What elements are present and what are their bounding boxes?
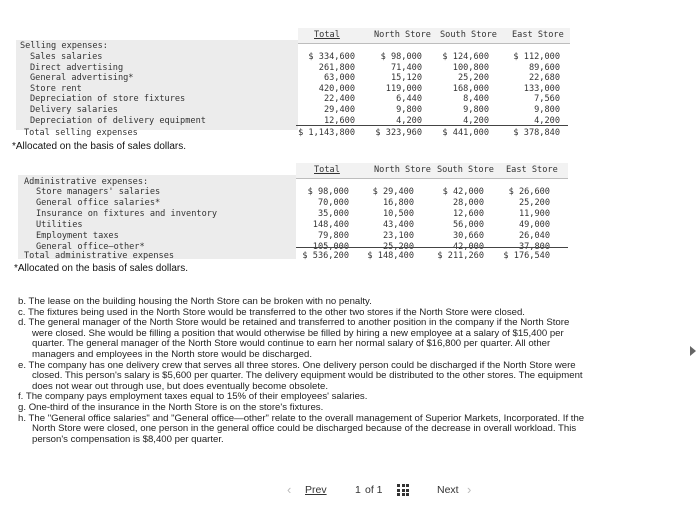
page-grid-icon[interactable] [397, 484, 409, 496]
admin-row-label: Employment taxes [36, 231, 119, 241]
note-text: were closed. She would be filling a position that would otherwise be filled by hiring a new employee at a salary of $15,400 per [32, 327, 564, 339]
note-letter: h. [18, 412, 27, 424]
admin-footnote: *Allocated on the basis of sales dollars. [14, 263, 188, 274]
note-text: managers and employees in the North store would be discharged. [32, 348, 312, 360]
admin-cell-east: 49,000 [518, 220, 550, 230]
selling-cell-south: 25,200 [457, 73, 489, 84]
admin-total-line [296, 247, 568, 248]
admin-cell-total: 35,000 [317, 209, 349, 219]
selling-cell-north: 119,000 [385, 83, 422, 94]
selling-col-east: East Store [512, 30, 564, 40]
note-letter: d. [18, 317, 27, 329]
note-line [18, 435, 694, 446]
selling-cell-south: 100,800 [452, 62, 489, 73]
prev-arrow-icon: ‹ [287, 482, 292, 497]
selling-footnote: *Allocated on the basis of sales dollars. [12, 141, 186, 152]
pagination [281, 480, 491, 502]
note-text: The fixtures being used in the North Store would be transferred to the other two stores if the North Store were closed. [27, 306, 525, 318]
note-text: The company has one delivery crew that serves all three stores. One delivery person could be discharged if the North Store were [28, 359, 576, 371]
selling-col-north: North Store [374, 30, 431, 40]
selling-row-label: Sales salaries [30, 52, 103, 62]
selling-cell-south: 8,400 [463, 94, 489, 105]
selling-cell-south: 9,800 [463, 105, 489, 115]
admin-cell-east: $ 26,600 [508, 187, 550, 197]
admin-col-total: Total [314, 165, 340, 175]
selling-cell-south: 4,200 [463, 115, 489, 126]
note-text: does not wear out through use, but does eventually become obsolete. [32, 380, 329, 392]
selling-row-label: Delivery salaries [30, 105, 118, 115]
selling-total-total: $ 1,143,800 [298, 128, 355, 138]
admin-row-label: Store managers' salaries [36, 187, 161, 197]
selling-col-total: Total [314, 30, 340, 40]
admin-total-total: $ 536,200 [302, 251, 349, 261]
selling-row-label: Depreciation of delivery equipment [30, 115, 206, 126]
admin-total-south: $ 211,260 [437, 251, 484, 261]
admin-cell-east: 26,040 [518, 231, 550, 241]
selling-expenses-table [0, 28, 700, 156]
admin-cell-north: 43,400 [382, 220, 414, 230]
admin-cell-south: 42,000 [452, 242, 484, 252]
note-text: The "General office salaries" and "General office—other" relate to the overall management of Superior Markets, Incorporated. If the [28, 412, 585, 424]
selling-cell-east: 89,600 [528, 62, 560, 73]
note-text: quarter. The general manager of the North Store would continue to earn her normal salary of $16,800 per quarter. All other [32, 338, 551, 350]
note-text: One-third of the insurance in the North Store is on the store's fixtures. [28, 401, 324, 413]
selling-total-east: $ 378,840 [513, 128, 560, 138]
admin-total-label: Total administrative expenses [24, 251, 175, 261]
admin-cell-total: 148,400 [312, 220, 349, 230]
note-letter: f. [18, 391, 24, 403]
admin-row-label: General office—other* [36, 242, 145, 252]
selling-row-label: Direct advertising [30, 62, 124, 73]
admin-cell-total: 79,800 [317, 231, 349, 241]
note-text: The general manager of the North Store would be retained and transferred to another position in the company if the North Store [28, 317, 570, 329]
selling-section-title: Selling expenses: [20, 41, 108, 51]
admin-cell-total: 105,000 [312, 242, 349, 252]
note-letter: g. [18, 401, 27, 413]
admin-section-title: Administrative expenses: [24, 177, 149, 187]
selling-row-label: Store rent [30, 83, 82, 94]
note-text: person's compensation is $8,400 per quarter. [32, 433, 224, 445]
selling-cell-total: 12,600 [323, 115, 355, 126]
selling-col-south: South Store [440, 30, 497, 40]
selling-cell-east: 133,000 [523, 83, 560, 94]
selling-cell-east: 4,200 [534, 115, 560, 126]
prev-button[interactable]: Prev [305, 484, 327, 496]
note-letter: c. [18, 306, 26, 318]
note-text: closed. This person's salary is $5,600 per quarter. The delivery equipment would be distributed to the other stores. The equipment [32, 370, 583, 382]
selling-cell-south: $ 124,600 [442, 52, 489, 62]
page-of-total: of 1 [365, 484, 383, 496]
admin-cell-north: 10,500 [382, 209, 414, 219]
selling-row-label: General advertising* [30, 73, 134, 84]
expand-arrow-icon[interactable] [690, 346, 696, 356]
admin-cell-north: 16,800 [382, 198, 414, 208]
note-text: The company pays employment taxes equal to 15% of their employees' salaries. [25, 391, 368, 403]
assumption-notes [18, 297, 694, 445]
admin-cell-total: 70,000 [317, 198, 349, 208]
admin-total-east: $ 176,540 [503, 251, 550, 261]
note-text: The lease on the building housing the North Store can be broken with no penalty. [28, 296, 372, 307]
selling-total-line [296, 125, 568, 126]
selling-cell-north: 15,120 [390, 73, 422, 84]
selling-cell-total: 63,000 [323, 73, 355, 84]
next-arrow-icon: › [467, 482, 472, 497]
admin-col-east: East Store [506, 165, 558, 175]
selling-cell-total: $ 334,600 [308, 52, 355, 62]
admin-cell-south: 56,000 [452, 220, 484, 230]
selling-cell-east: 22,680 [528, 73, 560, 84]
admin-expenses-table [0, 163, 700, 261]
next-button[interactable]: Next [437, 484, 459, 496]
admin-cell-south: 28,000 [452, 198, 484, 208]
admin-cell-east: 11,900 [518, 209, 550, 219]
selling-cell-south: 168,000 [452, 83, 489, 94]
admin-cell-east: 25,200 [518, 198, 550, 208]
selling-total-label: Total selling expenses [24, 128, 138, 138]
note-letter: b. [18, 296, 27, 307]
admin-total-north: $ 148,400 [367, 251, 414, 261]
selling-total-north: $ 323,960 [375, 128, 422, 138]
admin-cell-south: 12,600 [452, 209, 484, 219]
selling-cell-total: 420,000 [318, 83, 355, 94]
selling-cell-north: 6,440 [396, 94, 422, 105]
selling-cell-total: 29,400 [323, 105, 355, 115]
admin-cell-south: 30,660 [452, 231, 484, 241]
selling-cell-east: 7,560 [534, 94, 560, 105]
admin-row-label: Utilities [36, 220, 83, 230]
admin-cell-north: 25,200 [382, 242, 414, 252]
selling-cell-east: 9,800 [534, 105, 560, 115]
admin-col-south: South Store [437, 165, 494, 175]
selling-cell-east: $ 112,000 [513, 52, 560, 62]
admin-cell-total: $ 98,000 [307, 187, 349, 197]
page-number: 1 [355, 484, 361, 496]
selling-cell-north: 9,800 [396, 105, 422, 115]
note-text: North Store were closed, one person in the general office could be discharged because of the decrease in overall workload. This [32, 423, 577, 435]
selling-row-label: Depreciation of store fixtures [30, 94, 186, 105]
admin-cell-north: $ 29,400 [372, 187, 414, 197]
admin-row-label: General office salaries* [36, 198, 161, 208]
selling-cell-north: 71,400 [390, 62, 422, 73]
admin-col-north: North Store [374, 165, 431, 175]
admin-row-label: Insurance on fixtures and inventory [36, 209, 218, 219]
admin-cell-east: 37,800 [518, 242, 550, 252]
selling-total-south: $ 441,000 [442, 128, 489, 138]
selling-cell-north: $ 98,000 [380, 52, 422, 62]
admin-cell-south: $ 42,000 [442, 187, 484, 197]
selling-cell-total: 261,800 [318, 62, 355, 73]
selling-cell-total: 22,400 [323, 94, 355, 105]
admin-cell-north: 23,100 [382, 231, 414, 241]
selling-cell-north: 4,200 [396, 115, 422, 126]
note-letter: e. [18, 359, 27, 371]
